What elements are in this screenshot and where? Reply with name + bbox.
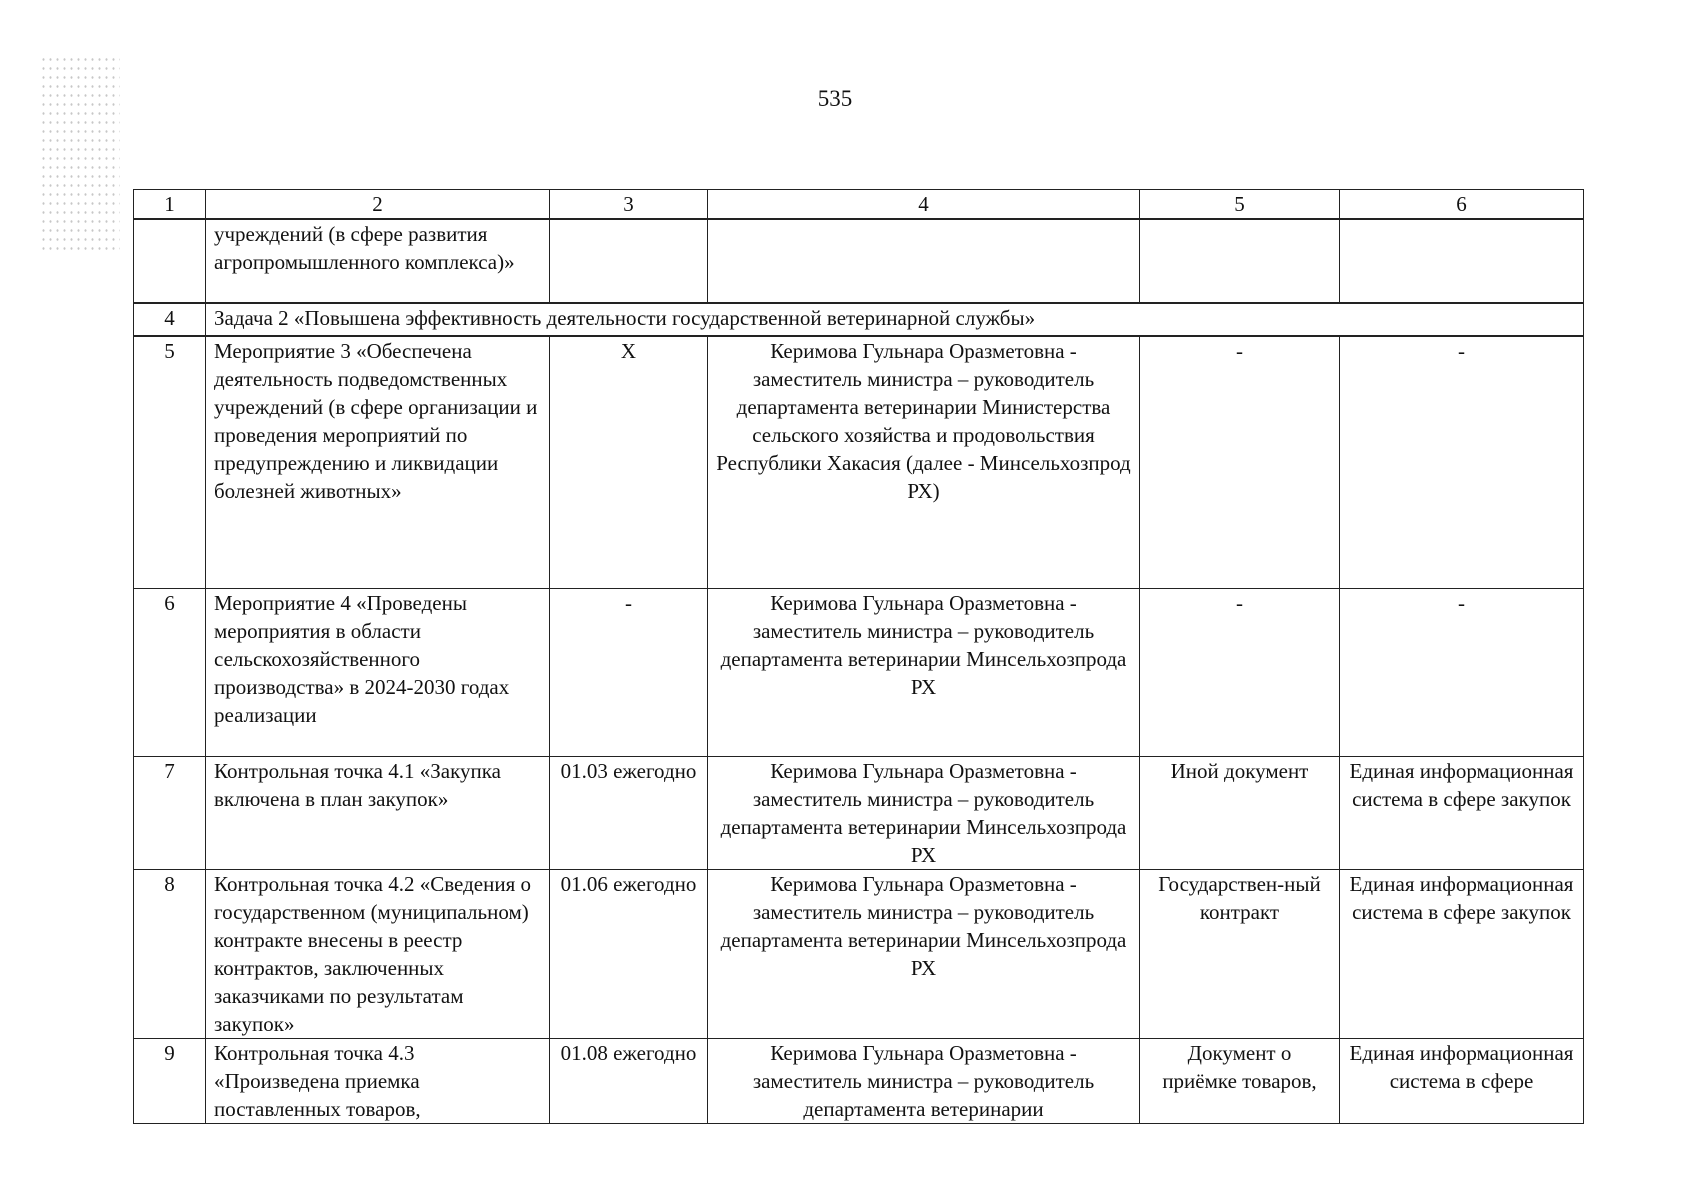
row-deadline: 01.03 ежегодно [550,756,708,869]
row-document: - [1140,336,1340,588]
row-deadline: 01.06 ежегодно [550,869,708,1038]
row-system: - [1340,588,1584,756]
header-col-2: 2 [206,190,550,220]
row-responsible: Керимова Гульнара Оразметовна - заместитель министра – руководитель департамента ветеринарии [708,1038,1140,1123]
scan-artifact [40,55,120,255]
header-col-3: 3 [550,190,708,220]
row-system: Единая информационная система в сфере закупок [1340,756,1584,869]
continuation-document [1140,219,1340,303]
table-row [134,1038,1584,1123]
row-system: Единая информационная система в сфере закупок [1340,869,1584,1038]
row-document: - [1140,588,1340,756]
row-num: 9 [134,1038,206,1123]
row-document: Документ о приёмке товаров, [1140,1038,1340,1123]
table-row [134,336,1584,588]
row-deadline: - [550,588,708,756]
continuation-name: учреждений (в сфере развития агропромышленного комплекса)» [206,219,550,303]
row-name: Контрольная точка 4.2 «Сведения о государственном (муниципальном) контракте внесены в реестр контрактов, заключенных заказчиками по результатам закупок» [206,869,550,1038]
row-deadline: 01.08 ежегодно [550,1038,708,1123]
row-system: Единая информационная система в сфере [1340,1038,1584,1123]
row-responsible: Керимова Гульнара Оразметовна - заместитель министра – руководитель департамента ветеринарии Министерства сельского хозяйства и продовольствия Республики Хакасия (далее - Минсельхозпрод РХ) [708,336,1140,588]
row-system: - [1340,336,1584,588]
row-name: Мероприятие 3 «Обеспечена деятельность подведомственных учреждений (в сфере организации и проведения мероприятий по предупреждению и ликвидации болезней животных» [206,336,550,588]
task-title: Задача 2 «Повышена эффективность деятельности государственной ветеринарной службы» [206,303,1584,336]
row-responsible: Керимова Гульнара Оразметовна - заместитель министра – руководитель департамента ветеринарии Минсельхозпрода РХ [708,869,1140,1038]
task-row [134,303,1584,336]
row-num: 7 [134,756,206,869]
header-col-1: 1 [134,190,206,220]
row-deadline: Х [550,336,708,588]
header-col-5: 5 [1140,190,1340,220]
continuation-responsible [708,219,1140,303]
table-row [134,869,1584,1038]
header-col-4: 4 [708,190,1140,220]
task-num: 4 [134,303,206,336]
continuation-num [134,219,206,303]
row-document: Государствен-ный контракт [1140,869,1340,1038]
table-row [134,588,1584,756]
continuation-row [134,219,1584,303]
page-number: 535 [817,86,853,111]
row-num: 8 [134,869,206,1038]
row-name: Мероприятие 4 «Проведены мероприятия в области сельскохозяйственного производства» в 2024-2030 годах реализации [206,588,550,756]
row-document: Иной документ [1140,756,1340,869]
row-num: 6 [134,588,206,756]
continuation-system [1340,219,1584,303]
control-points-table [133,189,1584,1124]
header-col-6: 6 [1340,190,1584,220]
continuation-deadline [550,219,708,303]
table-row [134,756,1584,869]
row-name: Контрольная точка 4.3 «Произведена приемка поставленных товаров, [206,1038,550,1123]
row-responsible: Керимова Гульнара Оразметовна - заместитель министра – руководитель департамента ветеринарии Минсельхозпрода РХ [708,756,1140,869]
row-name: Контрольная точка 4.1 «Закупка включена в план закупок» [206,756,550,869]
table-header-row [134,190,1584,220]
row-num: 5 [134,336,206,588]
row-responsible: Керимова Гульнара Оразметовна - заместитель министра – руководитель департамента ветеринарии Минсельхозпрода РХ [708,588,1140,756]
